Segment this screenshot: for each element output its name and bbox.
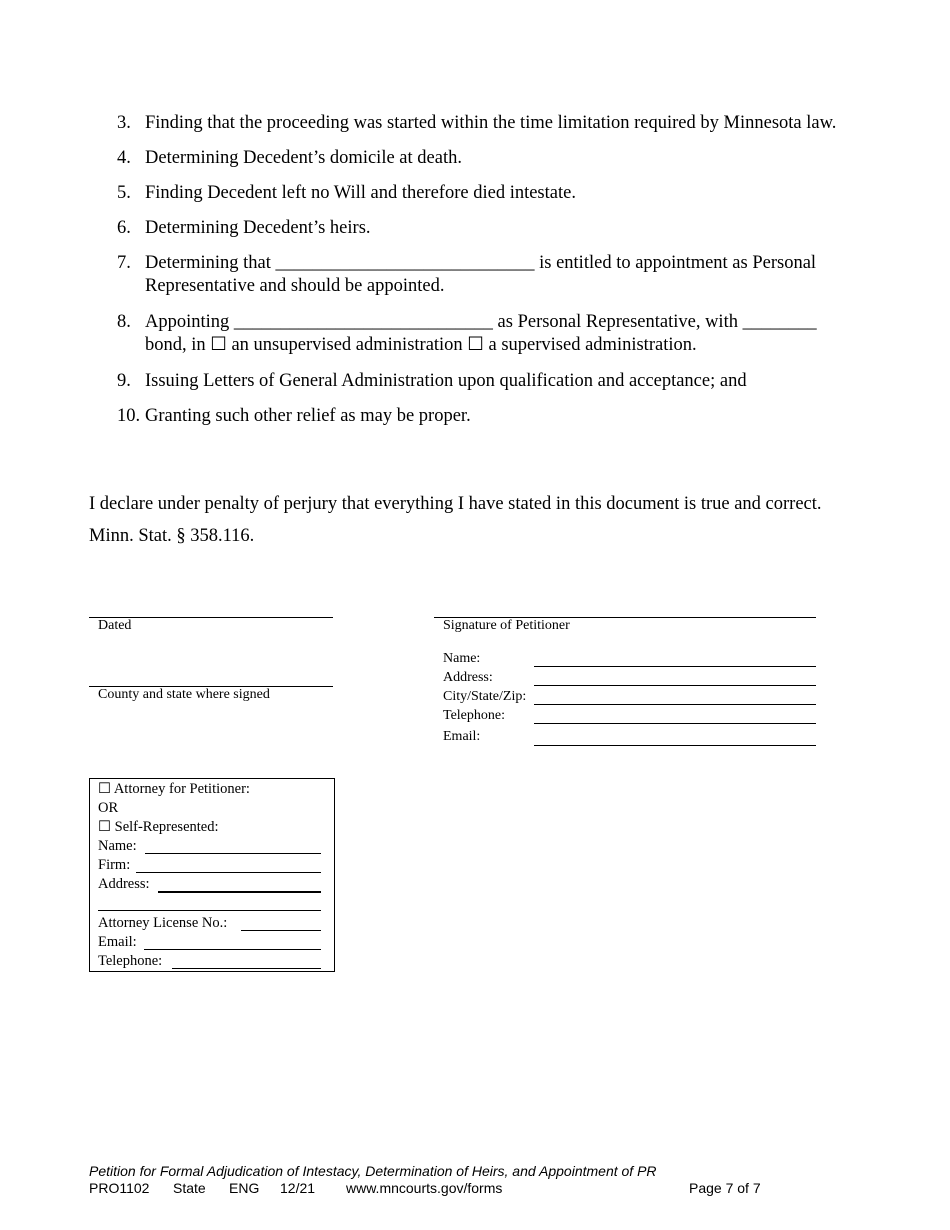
list-item-number: 8. [117, 312, 131, 332]
list-item-number: 4. [117, 148, 131, 168]
atty-license-field[interactable] [241, 930, 321, 931]
field-label: City/State/Zip: [443, 689, 527, 704]
page-number: Page 7 of 7 [689, 1180, 761, 1196]
list-item [117, 182, 837, 205]
atty-name-field[interactable] [145, 853, 321, 854]
list-item [117, 311, 837, 357]
petitioner-email-field[interactable] [534, 745, 816, 746]
list-item-text: Finding that the proceeding was started within the time limitation required by Minnesota law. [145, 113, 837, 133]
list-item-text: Determining Decedent’s heirs. [145, 218, 371, 238]
list-item-text: Granting such other relief as may be proper. [145, 406, 471, 426]
form-revision: 12/21 [280, 1180, 316, 1196]
atty-email-label: Email: [98, 934, 137, 950]
list-item [117, 405, 837, 428]
dated-label: Dated [98, 618, 132, 633]
field-label: Email: [443, 729, 481, 744]
atty-license-label: Attorney License No.: [98, 915, 228, 931]
atty-firm-field[interactable] [136, 872, 321, 873]
declaration-text: I declare under penalty of perjury that everything I have stated in this document is true and correct. [89, 494, 822, 514]
field-label: Name: [443, 651, 481, 666]
attorney-box [89, 778, 335, 972]
field-label: Telephone: [443, 708, 505, 723]
atty-address-line2-field[interactable] [98, 910, 321, 911]
self-represented-checkbox-label[interactable]: ☐ Self-Represented: [98, 819, 219, 835]
petitioner-telephone-field[interactable] [534, 723, 816, 724]
list-item-number: 9. [117, 371, 131, 391]
statute-citation: Minn. Stat. § 358.116. [89, 526, 255, 546]
signature-label: Signature of Petitioner [443, 618, 570, 633]
list-item [117, 112, 837, 135]
petitioner-address-field[interactable] [534, 685, 816, 686]
list-item-text: Determining Decedent’s domicile at death. [145, 148, 462, 168]
atty-address-field[interactable] [158, 891, 321, 893]
list-item-number: 7. [117, 253, 131, 273]
declaration [89, 488, 849, 552]
atty-telephone-label: Telephone: [98, 953, 163, 969]
list-item-number: 10. [117, 406, 141, 426]
atty-address-label: Address: [98, 876, 150, 892]
atty-firm-label: Firm: [98, 857, 131, 873]
form-code: PRO1102 [89, 1180, 150, 1196]
attorney-checkbox-label[interactable]: ☐ Attorney for Petitioner: [98, 781, 250, 797]
or-label: OR [98, 800, 119, 816]
form-jurisdiction: State [173, 1180, 206, 1196]
form-title: Petition for Formal Adjudication of Intestacy, Determination of Heirs, and Appointment of PR [89, 1163, 657, 1179]
petitioner-city-field[interactable] [534, 704, 816, 705]
petitioner-name-field[interactable] [534, 666, 816, 667]
form-language: ENG [229, 1180, 260, 1196]
list-item [117, 147, 837, 170]
atty-name-label: Name: [98, 838, 137, 854]
list-item [117, 217, 837, 240]
list-item-number: 5. [117, 183, 131, 203]
county-state-label: County and state where signed [98, 687, 270, 702]
relief-list [117, 112, 837, 440]
list-item-number: 3. [117, 113, 131, 133]
page-footer [89, 1163, 761, 1197]
form-codes [89, 1180, 761, 1197]
atty-telephone-field[interactable] [172, 968, 321, 969]
list-item-text: Determining that ____________________________ is entitled to appointment as Personal Representative and should be appointed. [145, 253, 817, 296]
forms-url[interactable]: www.mncourts.gov/forms [346, 1180, 503, 1196]
list-item-number: 6. [117, 218, 131, 238]
list-item [117, 252, 837, 298]
list-item-text: Appointing ____________________________ as Personal Representative, with ________ bond, in ☐ an unsupervised administration ☐ a supervised administration. [145, 312, 817, 355]
list-item-text: Finding Decedent left no Will and therefore died intestate. [145, 183, 576, 203]
atty-email-field[interactable] [144, 949, 321, 950]
list-item-text: Issuing Letters of General Administration upon qualification and acceptance; and [145, 371, 747, 391]
field-label: Address: [443, 670, 493, 685]
list-item [117, 370, 837, 393]
